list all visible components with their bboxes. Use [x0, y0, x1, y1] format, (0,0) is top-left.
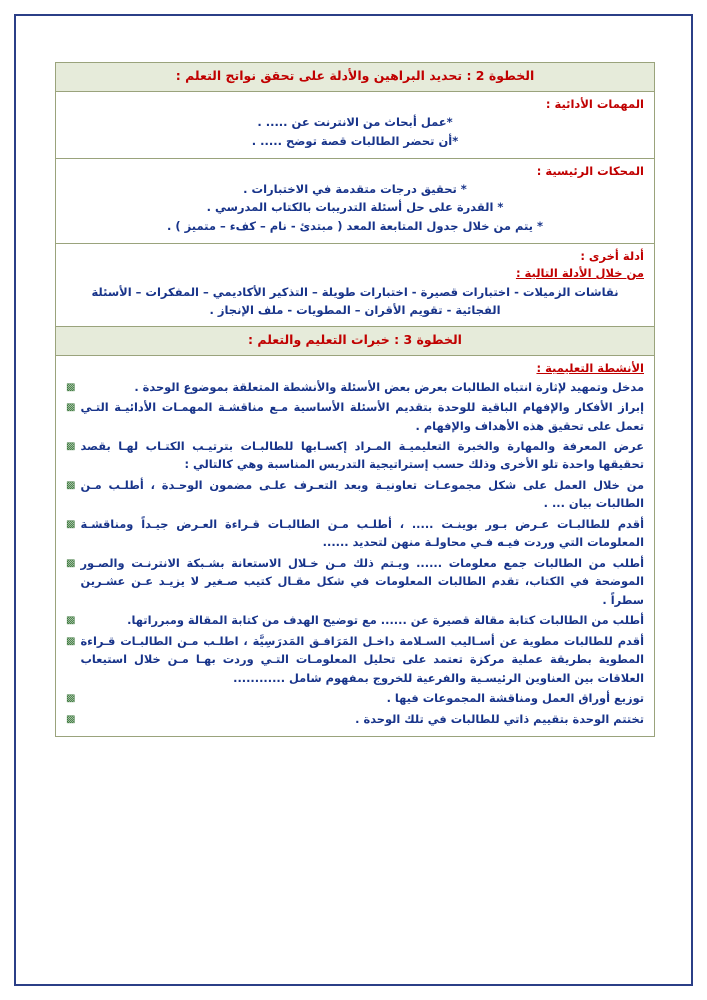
other-evidence-section	[56, 244, 654, 327]
activity-text: عرض المعرفة والمهارة والخبرة التعليميـة المـراد إكسـابها للطالبـات بترتيـب الكتـاب لهـا بقصد تحقيقها واحدة تلو الأخرى وذلك حسب إستراتيجية التدريس المناسبة وهي كالتالي :	[80, 439, 644, 472]
main-criteria-section	[56, 159, 654, 244]
activities-section	[56, 356, 654, 736]
activity-text: أطلب من الطالبات جمع معلومات ...... ويـتم ذلك مـن خـلال الاستعانة بشـبكة الانترنـت والصـور الموضحة في الكتاب، تقدم الطالبات المعلومات في شكل مقـال كتيب صـغير لا يزيـد عـن عشـرين سطراً .	[80, 555, 644, 607]
performance-task-item: *عمل أبحاث من الانترنت عن ..... .	[257, 114, 453, 129]
main-criteria-heading: المحكات الرئيسية :	[536, 163, 644, 178]
performance-tasks-heading: المهمات الأدائية :	[545, 96, 644, 111]
activity-text: مدخل وتمهيد لإثارة انتباه الطالبات بعرض بعض الأسئلة والأنشطة المتعلقة بموضوع الوحدة .	[134, 379, 644, 394]
worksheet	[55, 62, 655, 737]
list-item	[66, 378, 644, 396]
activity-text: تختتم الوحدة بتقييم ذاتي للطالبات في تلك الوحدة .	[355, 711, 644, 726]
other-evidence-line: الفجائية - تقويم الأقران – المطويات - ملف الإنجاز .	[209, 303, 501, 318]
step2-title: الخطوة 2 : تحديد البراهين والأدلة على تحقق نواتج التعلم :	[56, 63, 654, 92]
performance-tasks-section	[56, 92, 654, 159]
activity-text: إبراز الأفكار والإفهام الباقية للوحدة بتقديم الأسئلة الأساسية مـع مناقشـة المهمـات الأدائيـة التـي تعمل على تحقيق هذه الأهداف والإفهام .	[80, 400, 644, 433]
other-evidence-subheading: من خلال الأدلة التالية :	[515, 265, 644, 280]
activities-list	[66, 378, 644, 728]
bullet-icon: ▩	[66, 713, 76, 725]
main-criteria-item: * تحقيق درجات متقدمة في الاختبارات .	[243, 181, 467, 196]
list-item	[66, 710, 644, 728]
bullet-icon: ▩	[66, 402, 76, 414]
performance-task-item: *أن تحضر الطالبات قصة توضح ..... .	[251, 133, 459, 148]
activity-text: أقدم للطالبات مطوية عن أسـاليب السـلامة داخـل المَرَافـق المَدرَسِيَّة ، اطلـب مـن الطالبـات قـراءة المطوية بطريقة عملية مركزة تعتمد على تحليل المعلومـات التـي وردت بهـا مـن خلال استيعاب العلاقات بين العناوين الرئيسـية والفرعية للخروج بمفهوم شامل ............	[80, 633, 644, 685]
bullet-icon: ▩	[66, 479, 76, 491]
list-item	[66, 515, 644, 552]
list-item	[66, 437, 644, 474]
other-evidence-line: نقاشات الزميلات - اختبارات قصيرة - اختبارات طويلة – التذكير الأكاديمي – المفكرات – الأسئلة	[91, 284, 619, 299]
list-item	[66, 689, 644, 707]
activities-heading: الأنشطة التعليمية :	[536, 360, 644, 375]
activity-text: أقدم للطالبـات عـرض بـور بوينـت ..... ، أطلـب مـن الطالبـات قـراءة العـرض جيـداً ومناقشـة المعلومات التي وردت فيـه فـي محاولـة منهن لتحديد ......	[80, 516, 644, 550]
bullet-icon: ▩	[66, 441, 76, 452]
bullet-icon: ▩	[66, 557, 76, 569]
list-item	[66, 632, 644, 687]
list-item	[66, 398, 644, 435]
activity-text: أطلب من الطالبات كتابة مقالة قصيرة عن ...... مع توضيح الهدف من كتابة المقالة ومبرراتها.	[127, 613, 644, 628]
list-item	[66, 611, 644, 629]
bullet-icon: ▩	[66, 693, 76, 705]
bullet-icon: ▩	[66, 635, 76, 647]
list-item	[66, 476, 644, 513]
bullet-icon: ▩	[66, 615, 76, 627]
activity-text: توزيع أوراق العمل ومناقشة المجموعات فيها .	[386, 691, 644, 706]
list-item	[66, 554, 644, 609]
other-evidence-heading: أدلة أخرى :	[580, 248, 644, 263]
bullet-icon: ▩	[66, 518, 76, 530]
bullet-icon: ▩	[66, 381, 76, 393]
step3-title: الخطوة 3 : خبرات التعليم والتعلم :	[56, 327, 654, 356]
activity-text: من خلال العمل على شكل مجموعـات تعاونيـة وبعد التعـرف علـى مضمون الوحـدة ، أطلـب مـن الطالبات بيان ... .	[80, 477, 644, 511]
main-criteria-item: * يتم من خلال جدول المتابعة المعد ( مبتدئ - نام – كفء – متميز ) .	[166, 219, 544, 234]
main-criteria-item: * القدرة على حل أسئلة التدريبات بالكتاب المدرسي .	[206, 200, 504, 215]
